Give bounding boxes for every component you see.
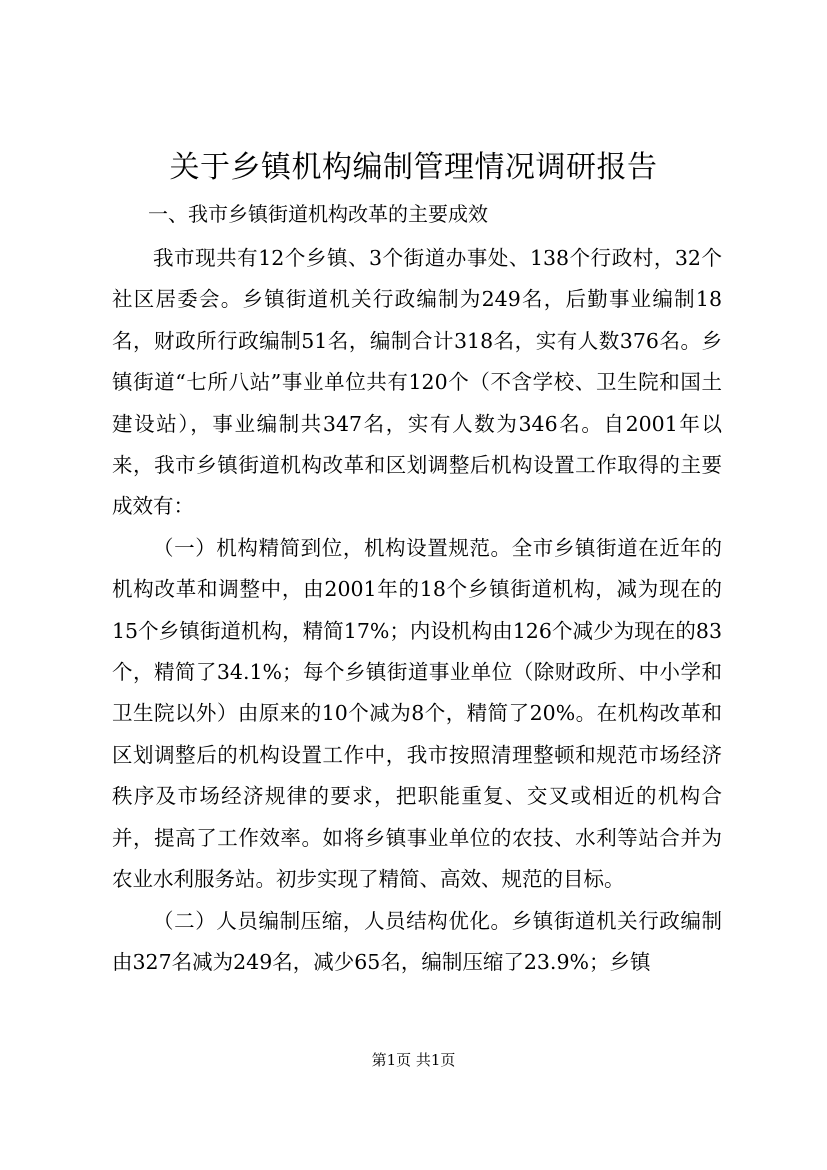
paragraph-institutions: （一）机构精简到位，机构设置规范。全市乡镇街道在近年的机构改革和调整中，由2001年的18个乡镇街道机构，减为现在的15个乡镇街道机构，精简17%；内设机构由126个减少为现在的83个，精简了34.1%；每个乡镇街道事业单位（除财政所、中小学和卫生院以外）由原来的10个减为8个，精简了20%。在机构改革和区划调整后的机构设置工作中，我市按照清理整顿和规范市场经济秩序及市场经济规律的要求，把职能重复、交叉或相近的机构合并，提高了工作效率。如将乡镇事业单位的农技、水利等站合并为农业水利服务站。初步实现了精简、高效、规范的目标。 bbox=[112, 535, 722, 892]
paragraph-staffing: （二）人员编制压缩，人员结构优化。乡镇街道机关行政编制由327名减为249名，减少65名，编制压缩了23.9%；乡镇 bbox=[112, 908, 722, 974]
page-footer: 第1页 共1页 bbox=[371, 1051, 456, 1069]
section-heading: 一、我市乡镇街道机构改革的主要成效 bbox=[148, 202, 488, 226]
paragraph-intro: 我市现共有12个乡镇、3个街道办事处、138个行政村，32个社区居委会。乡镇街道机关行政编制为249名，后勤事业编制18名，财政所行政编制51名，编制合计318名，实有人数376名。乡镇街道“七所八站”事业单位共有120个（不含学校、卫生院和国土建设站），事业编制共347名，实有人数为346名。自2001年以来，我市乡镇街道机构改革和区划调整后机构设置工作取得的主要成效有： bbox=[112, 246, 722, 519]
document-title: 关于乡镇机构编制管理情况调研报告 bbox=[169, 150, 658, 185]
document-body bbox=[112, 238, 722, 983]
